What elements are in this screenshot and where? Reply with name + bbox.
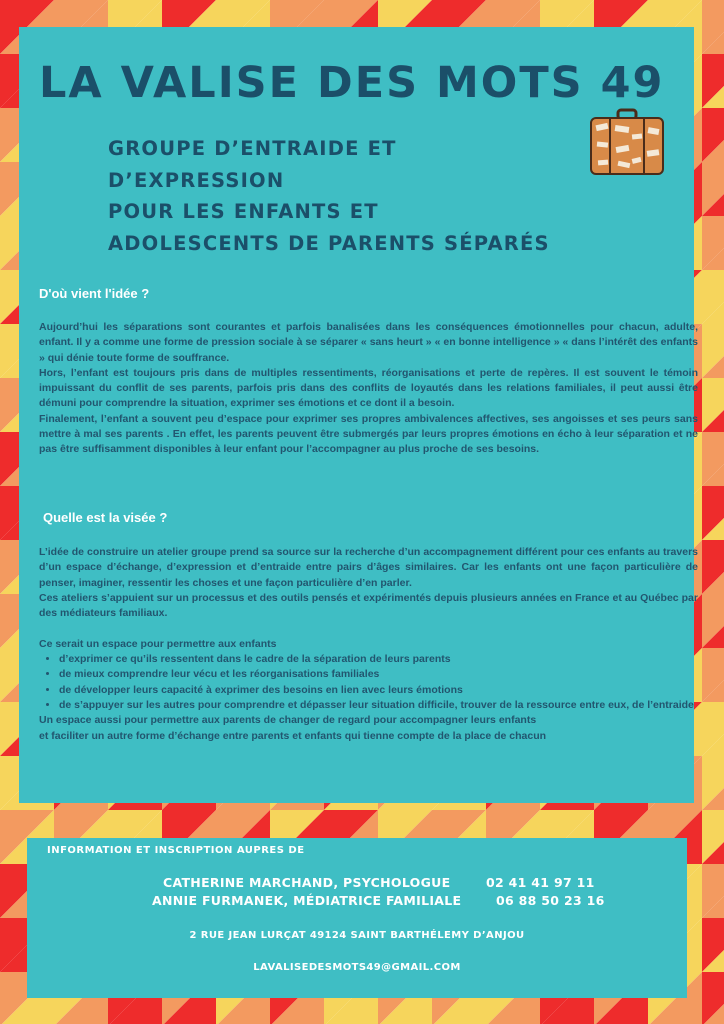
info-heading: INFORMATION ET INSCRIPTION AUPRES DE [47,845,305,856]
paragraph: Aujourd’hui les séparations sont courantes et parfois banalisées dans les conséquences émotionnelles pour chacun, adulte, enfant. Il y a comme une forme de pression sociale à se séparer « sans heurt » « en bonne intelligence » « dans l’intérêt des enfants » qui dénie toute forme de souffrance. [39,321,698,364]
section-heading-origin: D'où vient l'idée ? [39,286,150,301]
page-title: LA VALISE DES MOTS 49 [39,58,665,108]
paragraph: Ces ateliers s’appuient sur un processus et des outils pensés et expérimentés depuis plusieurs années en France et au Québec par des médiateurs familiaux. [39,591,698,620]
contact-name: ANNIE FURMANEK, MÉDIATRICE FAMILIALE [152,893,462,908]
paragraph: Finalement, l’enfant a souvent peu d’espace pour exprimer ses propres ambivalences affectives, ses angoisses et ses peurs sans mettre à mal ses parents . En effet, les parents peuvent être submergés par leurs propres émotions en écho à leur séparation et ne pas être suffisamment disponibles à leur enfant pour l’accompagner au plus proche de ses besoins. [39,412,698,456]
list-item: • de développer leurs capacité à exprimer des besoins en lien avec leurs émotions [59,683,698,698]
list-item: • de s’appuyer sur les autres pour comprendre et dépasser leur situation difficile, trouver de la ressource entre eux, de l’entraide [59,698,698,713]
contact-phone: 02 41 41 97 11 [486,875,595,890]
subtitle-line: GROUPE D’ENTRAIDE ET [108,137,397,160]
info-panel [27,838,687,998]
subtitle [108,133,550,259]
address: 2 RUE JEAN LURÇAT 49124 SAINT BARTHÉLEMY D’ANJOU [189,930,525,941]
closing-line: et faciliter un autre forme d’échange entre parents et enfants qui tienne compte de la place de chacun [39,729,547,742]
aims-list [39,652,698,713]
email-link[interactable]: LAVALISEDESMOTS49@GMAIL.COM [253,962,461,973]
aim-text [39,545,698,744]
closing-line: Un espace aussi pour permettre aux parents de changer de regard pour accompagner leurs enfants [39,714,537,727]
subtitle-line: D’EXPRESSION [108,168,285,192]
paragraph: L’idée de construire un atelier groupe prend sa source sur la recherche d’un accompagnement différent pour ces enfants au travers d’un espace d’échange, d’expression et d’entraide entre pairs d’âges similaires. Car les enfants ont une façon particulière de penser, imaginer, ressentir les choses et une façon particulière d’en parler. [39,546,698,589]
contact-name: CATHERINE MARCHAND, PSYCHOLOGUE [163,875,451,890]
subtitle-line: ADOLESCENTS DE PARENTS SÉPARÉS [108,231,550,255]
section-heading-aim: Quelle est la visée ? [43,510,168,525]
contact-phone: 06 88 50 23 16 [496,893,605,908]
list-item: • d’exprimer ce qu’ils ressentent dans le cadre de la séparation de leurs parents [59,652,698,667]
list-intro: Ce serait un espace pour permettre aux enfants [39,637,277,650]
paragraph: Hors, l’enfant est toujours pris dans de multiples ressentiments, réorganisations et perte de repères. Il est souvent le témoin impuissant du conflit de ses parents, parfois pris dans des conflits de loyautés dans les relations familiales, il peut aussi être démuni pour comprendre la situation, exprimer ses émotions et ce dont il a besoin. [39,366,698,410]
origin-text [39,320,698,458]
suitcase-icon [588,108,666,178]
subtitle-line: POUR LES ENFANTS ET [108,200,379,223]
list-item: • de mieux comprendre leur vécu et les réorganisations familiales [59,667,698,682]
